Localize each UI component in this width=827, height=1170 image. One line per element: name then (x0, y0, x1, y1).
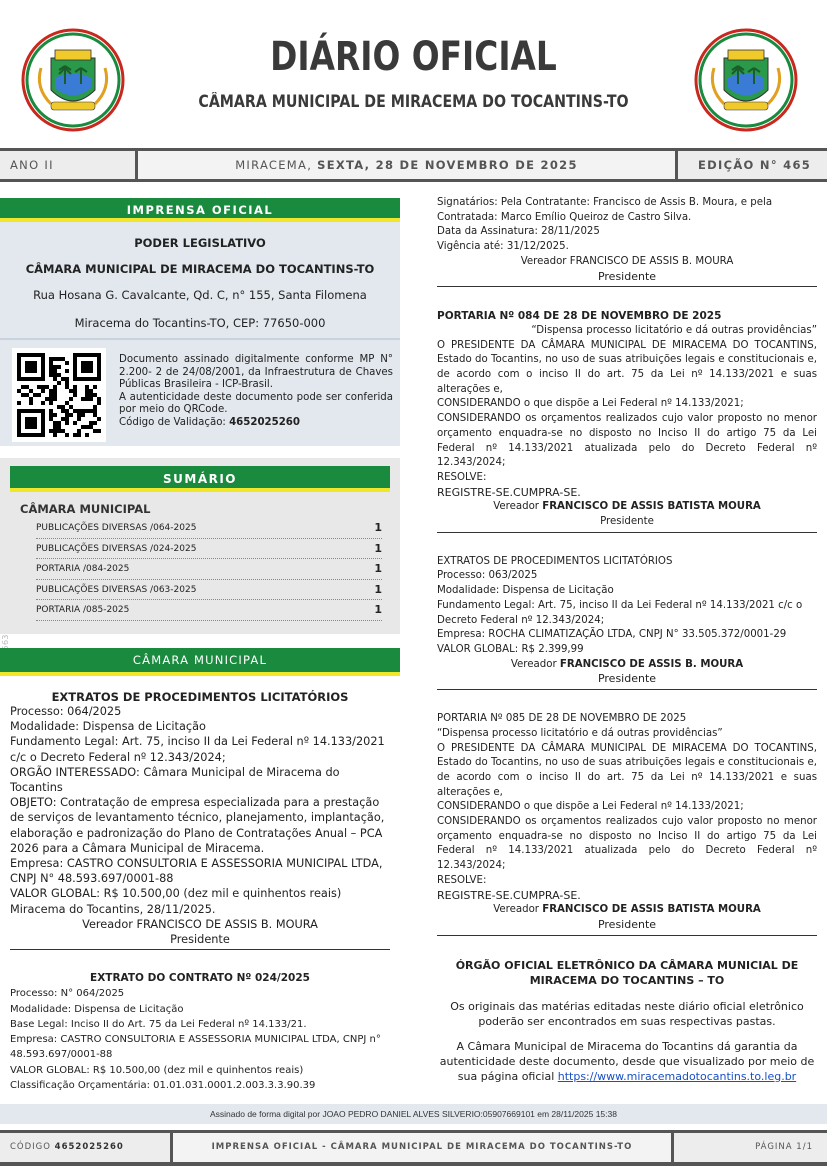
portaria-title: PORTARIA Nº 084 DE 28 DE NOVEMBRO DE 2025 (437, 310, 722, 323)
portaria-paragraph: CONSIDERANDO o que dispõe a Lei Federal nº 14.133/2021; (437, 801, 744, 813)
right-column (437, 196, 817, 1094)
portaria-paragraph: CONSIDERANDO o que dispõe a Lei Federal nº 14.133/2021; (437, 398, 744, 410)
publication-subtitle: CÂMARA MUNICIPAL DE MIRACEMA DO TOCANTINS-TO (198, 92, 629, 111)
contrato-valor: VALOR GLOBAL: R$ 10.500,00 (dez mil e quinhentos reais) (10, 1064, 304, 1076)
summary-box (0, 458, 400, 634)
divider (437, 532, 817, 533)
divider (437, 286, 817, 287)
extrato-processo: Processo: 064/2025 (10, 705, 122, 718)
extrato-valor: VALOR GLOBAL: R$ 2.399,99 (437, 643, 584, 655)
extrato-fundamento: Fundamento Legal: Art. 75, inciso II da Lei Federal nº 14.133/2021 c/c o Decreto Federal nº 12.343/2024; (437, 599, 803, 626)
publisher-city: Miracema do Tocantins-TO, CEP: 77650-000 (74, 316, 326, 330)
extrato-title: EXTRATOS DE PROCEDIMENTOS LICITATÓRIOS (437, 555, 673, 567)
contrato-empresa: Empresa: CASTRO CONSULTORIA E ASSESSORIA MUNICIPAL LTDA, CNPJ n° 48.593.697/0001-88 (10, 1034, 381, 1061)
divider (437, 935, 817, 936)
portaria-registre: REGISTRE-SE.CUMPRA-SE. (437, 888, 581, 902)
extrato-orgao: ORGÃO INTERESSADO: Câmara Municipal de Miracema do Tocantins (10, 765, 340, 795)
portaria-role: Presidente (597, 917, 657, 931)
orgao-paragraph: A Câmara Municipal de Miracema do Tocantins dá garantia da autenticidade deste documento, desde que visualizado por meio de sua página oficial https://www.miracemadotocantins.to.leg.br (439, 1039, 815, 1083)
portaria-ementa: “Dispensa processo licitatório e dá outras providências” (437, 727, 723, 739)
municipal-seal-icon (694, 28, 798, 132)
orgao-paragraph: Os originais das matérias editadas neste diário oficial eletrônico poderão ser encontrados em suas respectivas pastas. (450, 999, 804, 1028)
digital-signature-line: Assinado de forma digital por JOAO PEDRO DANIEL ALVES SILVERIO:05907669101 em 28/11/2025 15:38 (0, 1104, 827, 1124)
camara-municipal-header: CÂMARA MUNICIPAL (0, 648, 400, 676)
contrato-title: EXTRATO DO CONTRATO Nº 024/2025 (90, 972, 310, 985)
summary-item[interactable]: PORTARIA /084-2025 1 (36, 559, 382, 580)
portaria-role: Presidente (600, 516, 654, 528)
portaria-signer: Vereador FRANCISCO DE ASSIS BATISTA MOURA (493, 501, 761, 513)
portaria-085 (437, 712, 817, 936)
extrato-signer: Vereador FRANCISCO DE ASSIS B. MOURA (510, 658, 744, 670)
portaria-084 (437, 309, 817, 533)
contrato-data: Data da Assinatura: 28/11/2025 (437, 226, 600, 238)
extrato-role: Presidente (597, 672, 657, 686)
left-column (0, 198, 400, 1093)
extrato-role: Presidente (170, 933, 230, 947)
qrcode-icon[interactable] (12, 348, 106, 442)
extrato-063 (437, 555, 817, 690)
portaria-resolve: RESOLVE: (437, 471, 487, 483)
contrato-vigencia: Vigência até: 31/12/2025. (437, 241, 569, 253)
contrato-role: Presidente (597, 269, 657, 283)
digital-signature-box (0, 338, 400, 446)
validation-code: 4652025260 (229, 416, 300, 428)
publisher-line-2: CÂMARA MUNICIPAL DE MIRACEMA DO TOCANTINS-TO (25, 262, 375, 276)
extrato-064 (0, 690, 400, 950)
year-label: ANO II (10, 158, 54, 172)
contrato-signatarios: Signatários: Pela Contratante: Francisco de Assis B. Moura, e pela Contratada: Marco Emílio Queiroz de Castro Silva. (437, 197, 773, 223)
edition-number: EDIÇÃO N° 465 (698, 158, 812, 172)
footer-bar (0, 1130, 827, 1166)
publication-title: DIÁRIO OFICIAL (270, 34, 557, 80)
divider (437, 689, 817, 690)
date-label: MIRACEMA, SEXTA, 28 DE NOVEMBRO DE 2025 (135, 151, 678, 179)
publisher-line-1: PODER LEGISLATIVO (134, 236, 266, 250)
orgao-oficial-notice (437, 958, 817, 1084)
footer-code: CÓDIGO 4652025260 (10, 1142, 124, 1152)
header (0, 0, 827, 150)
divider (10, 949, 390, 950)
imprensa-oficial-header: IMPRENSA OFICIAL (0, 198, 400, 222)
extrato-modalidade: Modalidade: Dispensa de Licitação (10, 720, 206, 734)
portaria-resolve: RESOLVE: (437, 874, 487, 886)
portaria-paragraph: O PRESIDENTE DA CÂMARA MUNICIPAL DE MIRACEMA DO TOCANTINS, Estado do Tocantins, no uso de suas atribuições legais e constitucionais e, de acordo com o inciso II do art. 75 da Lei nº 14.133/2021 e suas alterações e, (437, 339, 817, 395)
contrato-classificacao: Classificação Orçamentária: 01.01.031.0001.2.003.3.3.90.39 (10, 1080, 316, 1092)
extrato-contrato-024 (0, 972, 400, 1093)
extrato-objeto: OBJETO: Contratação de empresa especializada para a prestação de serviços de levantamento técnico, planejamento, implantação, elaboração e padronização do Plano de Contratações Anual – PCA 2026 para a Câmara Municipal de Miracema. (10, 796, 385, 855)
signature-notice: Documento assinado digitalmente conforme MP N° 2.200- 2 de 24/08/2001, da Infraestrutura de Chaves Públicas Brasileira - ICP-Brasil. A autenticidade deste documento pode ser conferida por meio do QRCode. Código de Validação: 4652025260 (119, 354, 393, 428)
summary-section-heading: CÂMARA MUNICIPAL (20, 502, 151, 516)
summary-header: SUMÁRIO (10, 466, 390, 492)
edition-info-bar (0, 148, 827, 182)
extrato-title: EXTRATOS DE PROCEDIMENTOS LICITATÓRIOS (51, 690, 349, 704)
orgao-title: ÓRGÃO OFICIAL ELETRÔNICO DA CÂMARA MUNICIAL DE MIRACEMA DO TOCANTINS – TO (455, 958, 799, 988)
extrato-modalidade: Modalidade: Dispensa de Licitação (437, 585, 614, 597)
publisher-info (0, 222, 400, 338)
summary-item[interactable]: PUBLICAÇÕES DIVERSAS /064-2025 1 (36, 518, 382, 539)
summary-item[interactable]: PUBLICAÇÕES DIVERSAS /024-2025 1 (36, 539, 382, 560)
portaria-signer: Vereador FRANCISCO DE ASSIS BATISTA MOURA (493, 904, 761, 916)
portaria-paragraph: CONSIDERANDO os orçamentos realizados cujo valor proposto no menor orçamento enquadra-se no disposto no Inciso II do artigo 75 da Lei Federal nº 14.133/2021 atualizada pelo do Decreto Federal nº 12.343/2024; (437, 816, 817, 872)
portaria-registre: REGISTRE-SE.CUMPRA-SE. (437, 485, 581, 499)
portaria-paragraph: O PRESIDENTE DA CÂMARA MUNICIPAL DE MIRACEMA DO TOCANTINS, Estado do Tocantins, no uso de suas atribuições legais e constitucionais e, de acordo com o inciso II do art. 75 da Lei nº 14.133/2021 e suas alterações e, (437, 742, 817, 798)
contrato-base: Base Legal: Inciso II do Art. 75 da Lei Federal nº 14.133/21. (10, 1018, 307, 1030)
publisher-address: Rua Hosana G. Cavalcante, Qd. C, n° 155, Santa Filomena (33, 288, 367, 302)
summary-item[interactable]: PORTARIA /085-2025 1 (36, 600, 382, 621)
extrato-valor: VALOR GLOBAL: R$ 10.500,00 (dez mil e quinhentos reais) (10, 887, 342, 901)
portaria-title: PORTARIA Nº 085 DE 28 DE NOVEMBRO DE 2025 (437, 713, 687, 725)
extrato-empresa: Empresa: ROCHA CLIMATIZAÇÃO LTDA, CNPJ N° 33.505.372/0001-29 (437, 629, 787, 641)
footer-page: PÁGINA 1/1 (755, 1142, 813, 1152)
extrato-signer: Vereador FRANCISCO DE ASSIS B. MOURA (82, 917, 318, 931)
portaria-paragraph: CONSIDERANDO os orçamentos realizados cujo valor proposto no menor orçamento enquadra-se no disposto no Inciso II do artigo 75 da Lei Federal nº 14.133/2021 atualizada pelo do Decreto Federal nº 12.343/2024; (437, 413, 817, 469)
portaria-ementa: “Dispensa processo licitatório e dá outras providências” (531, 324, 817, 336)
extrato-processo: Processo: 063/2025 (437, 570, 538, 582)
summary-item[interactable]: PUBLICAÇÕES DIVERSAS /063-2025 1 (36, 580, 382, 601)
contrato-modalidade: Modalidade: Dispensa de Licitação (10, 1003, 184, 1015)
extrato-empresa: Empresa: CASTRO CONSULTORIA E ASSESSORIA MUNICIPAL LTDA, CNPJ N° 48.593.697/0001-88 (10, 857, 383, 886)
footer-title: IMPRENSA OFICIAL - CÂMARA MUNICIPAL DE MIRACEMA DO TOCANTINS-TO (170, 1133, 674, 1162)
extrato-fundamento: Fundamento Legal: Art. 75, inciso II da Lei Federal nº 14.133/2021 c/c o Decreto Federal nº 12.343/2024; (10, 735, 385, 764)
contrato-signer: Vereador FRANCISCO DE ASSIS B. MOURA (520, 255, 734, 267)
contrato-processo: Processo: N° 064/2025 (10, 988, 125, 1000)
official-site-link[interactable]: https://www.miracemadotocantins.to.leg.br (557, 1069, 797, 1083)
extrato-local: Miracema do Tocantins, 28/11/2025. (10, 902, 216, 916)
